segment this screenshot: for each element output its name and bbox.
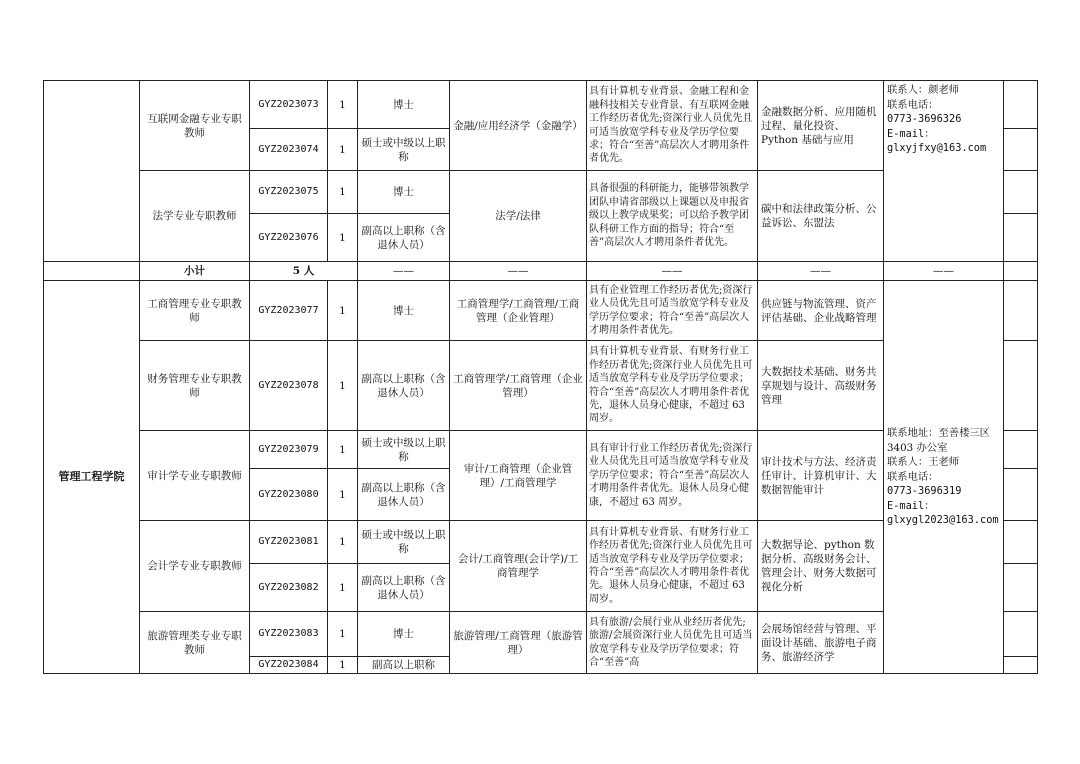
requirement: 具有审计行业工作经历者优先;资深行业人员优先且可适当放宽学科专业及学历学位要求；符合“至善”高层次人才聘用条件者优先。退休人员身心健康，不超过 63 周岁。 xyxy=(587,431,758,521)
recruitment-table xyxy=(43,80,1038,674)
education: 硕士或中级以上职称 xyxy=(358,431,450,469)
position-code: GYZ2023084 xyxy=(250,657,328,674)
position-code: GYZ2023080 xyxy=(250,469,328,521)
department-cell xyxy=(44,81,140,262)
table-row xyxy=(44,81,1038,129)
subtotal-empty xyxy=(44,262,140,281)
headcount: 1 xyxy=(328,214,358,262)
remark-cell xyxy=(1004,564,1038,612)
education: 博士 xyxy=(358,281,450,341)
education: 副高以上职称 xyxy=(358,657,450,674)
requirement: 具有计算机专业背景、有财务行业工作经历者优先;资深行业人员优先且可适当放宽学科专业及学历学位要求；符合“至善”高层次人才聘用条件者优先。退休人员身心健康，不超过 63 周岁。 xyxy=(587,521,758,612)
position-code: GYZ2023076 xyxy=(250,214,328,262)
major: 会计/工商管理(会计学)/工商管理学 xyxy=(450,521,587,612)
remark-cell xyxy=(1004,521,1038,564)
subtotal-row xyxy=(44,262,1038,281)
remark-cell xyxy=(1004,129,1038,171)
contact-person: 联系人：颜老师 xyxy=(887,84,960,96)
department-name: 管理工程学院 xyxy=(44,281,140,674)
position-code: GYZ2023082 xyxy=(250,564,328,612)
position-code: GYZ2023079 xyxy=(250,431,328,469)
remark-cell xyxy=(1004,469,1038,521)
education: 博士 xyxy=(358,171,450,214)
dash: —— xyxy=(450,262,587,281)
table-row xyxy=(44,281,1038,341)
major: 审计/工商管理（企业管理）/工商管理学 xyxy=(450,431,587,521)
headcount: 1 xyxy=(328,281,358,341)
dash: —— xyxy=(758,262,884,281)
position-name: 法学专业专职教师 xyxy=(140,171,250,262)
remark-cell xyxy=(1004,262,1038,281)
requirement: 具有计算机专业背景、有财务行业工作经历者优先;资深行业人员优先且可适当放宽学科专业及学历学位要求；符合“至善”高层次人才聘用条件者优先，退休人员身心健康，不超过 63 周岁。 xyxy=(587,341,758,431)
subtotal-count: 5 人 xyxy=(250,262,358,281)
position-name: 会计学专业专职教师 xyxy=(140,521,250,612)
contact-email-label: E-mail： xyxy=(887,127,935,140)
remark-cell xyxy=(1004,657,1038,674)
position-code: GYZ2023075 xyxy=(250,171,328,214)
contact-email: glxyjfxy@163.com xyxy=(887,142,987,154)
dash: —— xyxy=(884,262,1004,281)
contact-info xyxy=(884,281,1004,674)
contact-email-label: E-mail： xyxy=(887,499,935,512)
position-name: 互联网金融专业专职教师 xyxy=(140,81,250,171)
dash: —— xyxy=(358,262,450,281)
major: 工商管理学/工商管理（企业管理） xyxy=(450,341,587,431)
research-direction: 会展场馆经营与管理、平面设计基础、旅游电子商务、旅游经济学 xyxy=(758,612,884,674)
education: 硕士或中级以上职称 xyxy=(358,521,450,564)
position-code: GYZ2023078 xyxy=(250,341,328,431)
headcount: 1 xyxy=(328,129,358,171)
contact-email: glxygl2023@163.com xyxy=(887,514,999,527)
headcount: 1 xyxy=(328,564,358,612)
contact-person: 联系人：王老师 xyxy=(887,456,960,469)
headcount: 1 xyxy=(328,657,358,674)
position-name: 财务管理专业专职教师 xyxy=(140,341,250,431)
research-direction: 大数据技术基础、财务共享规划与设计、高级财务管理 xyxy=(758,341,884,431)
education: 副高以上职称（含退休人员） xyxy=(358,341,450,431)
dash: —— xyxy=(587,262,758,281)
requirement: 具有计算机专业背景、金融工程和金融科技相关专业背景、有互联网金融工作经历者优先;资深行业人员优先且可适当放宽学科专业及学历学位要求；符合“至善”高层次人才聘用条件者优先。 xyxy=(587,81,758,171)
requirement: 具有旅游/会展行业从业经历者优先;旅游/会展资深行业人员优先且可适当放宽学科专业及学历学位要求；符合“至善”高 xyxy=(587,612,758,674)
remark-cell xyxy=(1004,281,1038,341)
position-name: 旅游管理类专业专职教师 xyxy=(140,612,250,674)
major: 法学/法律 xyxy=(450,171,587,262)
position-code: GYZ2023074 xyxy=(250,129,328,171)
headcount: 1 xyxy=(328,81,358,129)
research-direction: 金融数据分析、应用随机过程、量化投资、Python 基础与应用 xyxy=(758,81,884,171)
education: 博士 xyxy=(358,81,450,129)
major: 金融/应用经济学（金融学） xyxy=(450,81,587,171)
position-code: GYZ2023077 xyxy=(250,281,328,341)
remark-cell xyxy=(1004,81,1038,129)
headcount: 1 xyxy=(328,171,358,214)
contact-phone: 0773-3696319 xyxy=(887,485,962,498)
research-direction: 大数据导论、python 数据分析、高级财务会计、管理会计、财务大数据可视化分析 xyxy=(758,521,884,612)
major: 工商管理学/工商管理/工商管理（企业管理） xyxy=(450,281,587,341)
headcount: 1 xyxy=(328,521,358,564)
position-name: 审计学专业专职教师 xyxy=(140,431,250,521)
requirement: 具有企业管理工作经历者优先;资深行业人员优先且可适当放宽学科专业及学历学位要求；符合“至善”高层次人才聘用条件者优先。 xyxy=(587,281,758,341)
research-direction: 供应链与物流管理、资产评估基础、企业战略管理 xyxy=(758,281,884,341)
position-code: GYZ2023083 xyxy=(250,612,328,657)
position-code: GYZ2023073 xyxy=(250,81,328,129)
headcount: 1 xyxy=(328,469,358,521)
remark-cell xyxy=(1004,171,1038,214)
education: 副高以上职称（含退休人员） xyxy=(358,564,450,612)
headcount: 1 xyxy=(328,612,358,657)
contact-phone: 0773-3696326 xyxy=(887,113,962,125)
contact-phone-label: 联系电话： xyxy=(887,98,939,111)
education: 硕士或中级以上职称 xyxy=(358,129,450,171)
remark-cell xyxy=(1004,431,1038,469)
education: 副高以上职称（含退休人员） xyxy=(358,214,450,262)
position-code: GYZ2023081 xyxy=(250,521,328,564)
education: 博士 xyxy=(358,612,450,657)
contact-info xyxy=(884,81,1004,262)
contact-address: 联系地址：至善楼三区 3403 办公室 xyxy=(887,427,990,454)
headcount: 1 xyxy=(328,431,358,469)
contact-phone-label: 联系电话： xyxy=(887,470,939,483)
headcount: 1 xyxy=(328,341,358,431)
requirement: 具备很强的科研能力，能够带领教学团队申请省部级以上课题以及申报省级以上教学成果奖；可以给予教学团队科研工作方面的指导；符合“至善”高层次人才聘用条件者优先。 xyxy=(587,171,758,262)
remark-cell xyxy=(1004,341,1038,431)
research-direction: 审计技术与方法、经济责任审计、计算机审计、大数据智能审计 xyxy=(758,431,884,521)
major: 旅游管理/工商管理（旅游管理） xyxy=(450,612,587,674)
research-direction: 碳中和法律政策分析、公益诉讼、东盟法 xyxy=(758,171,884,262)
education: 副高以上职称（含退休人员） xyxy=(358,469,450,521)
position-name: 工商管理专业专职教师 xyxy=(140,281,250,341)
subtotal-label: 小计 xyxy=(140,262,250,281)
remark-cell xyxy=(1004,612,1038,657)
remark-cell xyxy=(1004,214,1038,262)
